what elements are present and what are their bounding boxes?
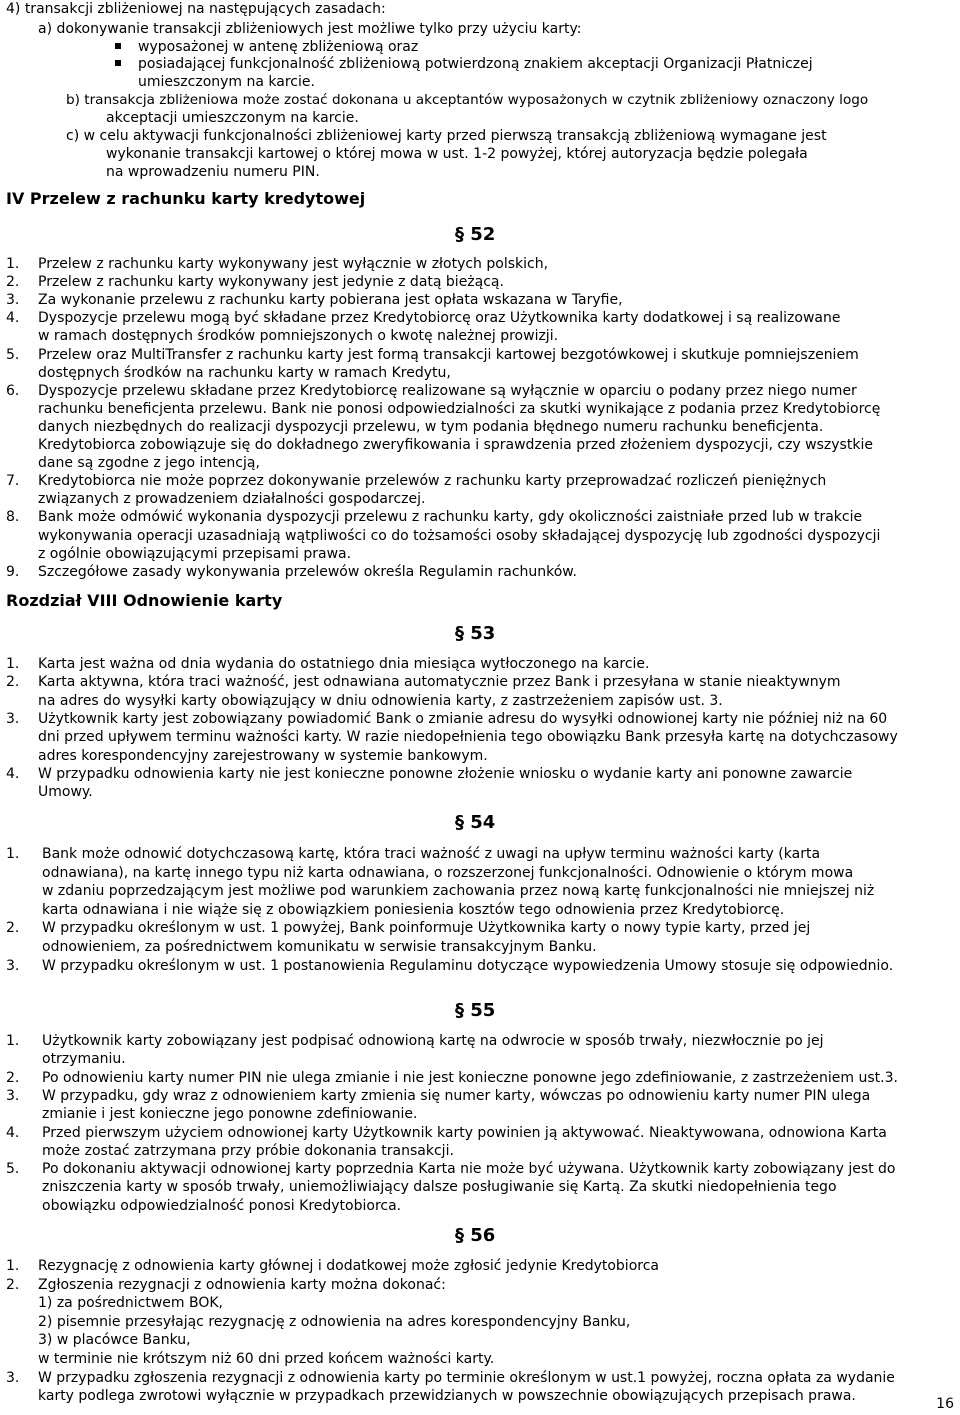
heading-iv: IV Przelew z rachunku karty kredytowej (6, 189, 366, 208)
list-number: 3. (6, 710, 20, 727)
list-item-text: W przypadku zgłoszenia rezygnacji z odnowienia karty po terminie określonym w ust.1 powyżej, roczna opłata za wydanie (38, 1369, 895, 1386)
list-item-text: na adres do wysyłki karty obowiązujący w dniu odnowienia karty, z zastrzeżeniem zapisów ust. 3. (38, 692, 723, 709)
list-item-text: w terminie nie krótszym niż 60 dni przed końcem ważności karty. (38, 1351, 495, 1367)
list-number: 7. (6, 473, 20, 490)
list-number: 3. (6, 1369, 20, 1386)
list-number: 4. (6, 310, 20, 327)
list-item-text: odnowieniem, za pośrednictwem komunikatu w serwisie transakcyjnym Banku. (42, 939, 597, 955)
list-item-text: Przelew z rachunku karty wykonywany jest wyłącznie w złotych polskich, (38, 256, 549, 272)
list-item-text: Bank może odmówić wykonania dyspozycji przelewu z rachunku karty, gdy okoliczności zaistniałe przed lub w trakcie (38, 509, 863, 526)
item-c-cont: wykonanie transakcji kartowej o której mowa w ust. 1-2 powyżej, której autoryzacja będzie polegała (106, 146, 808, 162)
list-number: 4. (6, 1124, 20, 1141)
list-item-text: karta odnawiana i nie wiąże się z obowiązkiem poniesienia kosztów tego odnowienia przez Kredytobiorcę. (42, 901, 785, 918)
list-item-text: zmianie i jest konieczne jego ponowne zdefiniowanie. (42, 1106, 418, 1123)
item-c-cont2: na wprowadzeniu numeru PIN. (106, 164, 320, 180)
list-item-text: zniszczenia karty w sposób trwały, uniemożliwiający dalsze posługiwanie się Kartą. Za skutki niedopełnienia tego (42, 1179, 837, 1196)
list-number: 2. (6, 274, 20, 291)
bullet-2: posiadającej funkcjonalność zbliżeniową potwierdzoną znakiem akceptacji Organizacji Płatniczej (138, 56, 813, 72)
list-number: 5. (6, 1161, 20, 1178)
list-item-text: karty podlega zwrotowi wyłącznie w przypadkach przewidzianych w powszechnie obowiązujących przepisach prawa. (38, 1388, 856, 1405)
list-item-text: Kredytobiorca zobowiązuje się do dokładnego zweryfikowania i sprawdzenia przed złożeniem dyspozycji, czy wszystkie (38, 437, 873, 453)
list-item-text: Przelew z rachunku karty wykonywany jest jedynie z datą bieżącą. (38, 274, 504, 291)
list-number: 4. (6, 765, 20, 782)
list-item-text: Użytkownik karty jest zobowiązany powiadomić Bank o zmianie adresu do wysyłki odnowionej karty nie później niż na 60 (38, 710, 888, 727)
list-item-text: W przypadku odnowienia karty nie jest konieczne ponowne złożenie wniosku o wydanie karty ani ponowne zawarcie (38, 765, 853, 782)
list-item-text: Przelew oraz MultiTransfer z rachunku karty jest formą transakcji kartowej bezgotówkowej i skutkuje pomniejszeniem (38, 346, 859, 363)
item-b: b) transakcja zbliżeniowa może zostać dokonana u akceptantów wyposażonych w czytnik zbliżeniowy oznaczony logo (66, 92, 869, 108)
item-c: c) w celu aktywacji funkcjonalności zbliżeniowej karty przed pierwszą transakcją zbliżeniową wymagane jest (66, 128, 827, 144)
list-item-text: 1) za pośrednictwem BOK, (38, 1295, 224, 1312)
list-number: 2. (6, 674, 20, 691)
section-54: § 54 (455, 812, 496, 833)
list-item-text: z ogólnie obowiązującymi przepisami prawa. (38, 545, 352, 562)
list-item-text: Bank może odnowić dotychczasową kartę, która traci ważność z uwagi na upływ terminu ważności karty (karta (42, 846, 821, 862)
list-item-text: Umowy. (38, 784, 93, 801)
list-number: 2. (6, 1069, 20, 1086)
list-item-text: odnawiana), na kartę innego typu niż karta odnawiana, o rozszerzonej funkcjonalności. Odnowienie o którym mowa (42, 864, 854, 881)
list-number: 2. (6, 1276, 20, 1293)
list-item-text: obowiązku odpowiedzialność ponosi Kredytobiorca. (42, 1197, 402, 1214)
bullet-marker (115, 43, 121, 49)
list-item-text: w zdaniu poprzedzającym jest możliwe pod warunkiem zachowania przez nową kartę funkcjonalności nie mniejszej niż (42, 883, 875, 900)
list-item-text: Za wykonanie przelewu z rachunku karty pobierana jest opłata wskazana w Taryfie, (38, 292, 623, 309)
list-number: 8. (6, 509, 20, 526)
list-number: 3. (6, 1087, 20, 1104)
section-55: § 55 (455, 1000, 496, 1021)
section-53: § 53 (455, 623, 496, 644)
list-item-text: W przypadku, gdy wraz z odnowieniem karty zmienia się numer karty, wówczas po odnowieniu karty numer PIN ulega (42, 1087, 871, 1104)
list-item-text: dostępnych środków na rachunku karty w ramach Kredytu, (38, 364, 451, 381)
section-56: § 56 (455, 1225, 496, 1246)
bullet-2-cont: umieszczonym na karcie. (138, 74, 315, 90)
list-number: 6. (6, 382, 20, 399)
list-item-text: Zgłoszenia rezygnacji z odnowienia karty można dokonać: (38, 1276, 446, 1293)
list-item-text: Po odnowieniu karty numer PIN nie ulega zmianie i nie jest konieczne ponowne jego zdefiniowanie, z zastrzeżeniem ust.3. (42, 1069, 898, 1086)
list-item-text: W przypadku określonym w ust. 1 powyżej, Bank poinformuje Użytkownika karty o nowy typie karty, przed jej (42, 920, 811, 937)
bullet-marker (115, 60, 121, 66)
list-item-text: Dyspozycje przelewu mogą być składane przez Kredytobiorcę oraz Użytkownika karty dodatkowej i są realizowane (38, 310, 841, 327)
list-item-text: Rezygnację z odnowienia karty głównej i dodatkowej może zgłosić jedynie Kredytobiorca (38, 1258, 659, 1274)
list-number: 1. (6, 1258, 20, 1274)
list-item-text: wykonywania operacji uzasadniają wątpliwości co do tożsamości osoby składającej dyspozycję lub zgodności dyspozycji (38, 527, 881, 544)
list-item-text: otrzymaniu. (42, 1051, 126, 1068)
list-item-text: Szczegółowe zasady wykonywania przelewów określa Regulamin rachunków. (38, 563, 577, 580)
page-number: 16 (936, 1396, 954, 1412)
list-number: 1. (6, 256, 20, 272)
list-item-text: 2) pisemnie przesyłając rezygnację z odnowienia na adres korespondencyjny Banku, (38, 1313, 631, 1330)
list-number: 3. (6, 957, 20, 974)
list-item-text: może zostać zatrzymana przy próbie dokonania transakcji. (42, 1142, 454, 1159)
list-number: 1. (6, 846, 20, 862)
list-item-text: danych niezbędnych do realizacji dyspozycji przelewu, w tym podania błędnego numeru rachunku beneficjenta. (38, 418, 824, 435)
bullet-1: wyposażonej w antenę zbliżeniową oraz (138, 39, 419, 55)
section-52: § 52 (455, 224, 496, 245)
item-a: a) dokonywanie transakcji zbliżeniowych jest możliwe tylko przy użyciu karty: (38, 21, 582, 37)
list-number: 5. (6, 346, 20, 363)
item-b-cont: akceptacji umieszczonym na karcie. (106, 110, 359, 126)
list-number: 9. (6, 563, 20, 580)
list-item-text: Po dokonaniu aktywacji odnowionej karty poprzednia Karta nie może być używana. Użytkownik karty zobowiązany jest do (42, 1161, 896, 1178)
list-item-text: w ramach dostępnych środków pomniejszonych o kwotę należnej prowizji. (38, 328, 559, 345)
list-item-text: adres korespondencyjny zarejestrowany w systemie bankowym. (38, 747, 488, 764)
list-number: 3. (6, 292, 20, 309)
list-item-text: rachunku beneficjenta przelewu. Bank nie ponosi odpowiedzialności za skutki wynikające z podania przez Kredytobiorcę (38, 400, 881, 417)
list-number: 1. (6, 656, 20, 672)
list-item-text: związanych z prowadzeniem działalności gospodarczej. (38, 491, 426, 508)
list-number: 2. (6, 920, 20, 937)
list-item-text: dane są zgodne z jego intencją, (38, 455, 260, 472)
list-number: 1. (6, 1033, 20, 1049)
heading-viii: Rozdział VIII Odnowienie karty (6, 591, 283, 610)
list-item-text: dni przed upływem terminu ważności karty. W razie niedopełnienia tego obowiązku Bank przesyła kartę na dotychczasowy (38, 729, 898, 746)
list-item-text: Przed pierwszym użyciem odnowionej karty Użytkownik karty powinien ją aktywować. Nieaktywowana, odnowiona Karta (42, 1124, 887, 1141)
item-4-heading: 4) transakcji zbliżeniowej na następujących zasadach: (6, 1, 386, 17)
list-item-text: 3) w placówce Banku, (38, 1332, 191, 1349)
list-item-text: W przypadku określonym w ust. 1 postanowienia Regulaminu dotyczące wypowiedzenia Umowy stosuje się odpowiednio. (42, 957, 894, 974)
list-item-text: Dyspozycje przelewu składane przez Kredytobiorcę realizowane są wyłącznie w oparciu o podany przez niego numer (38, 382, 857, 399)
list-item-text: Użytkownik karty zobowiązany jest podpisać odnowioną kartę na odwrocie w sposób trwały, niezwłocznie po jej (42, 1033, 824, 1049)
list-item-text: Karta jest ważna od dnia wydania do ostatniego dnia miesiąca wytłoczonego na karcie. (38, 656, 650, 672)
list-item-text: Karta aktywna, która traci ważność, jest odnawiana automatycznie przez Bank i przesyłana w stanie nieaktywnym (38, 674, 841, 691)
list-item-text: Kredytobiorca nie może poprzez dokonywanie przelewów z rachunku karty przeprowadzać rozliczeń pieniężnych (38, 473, 827, 490)
